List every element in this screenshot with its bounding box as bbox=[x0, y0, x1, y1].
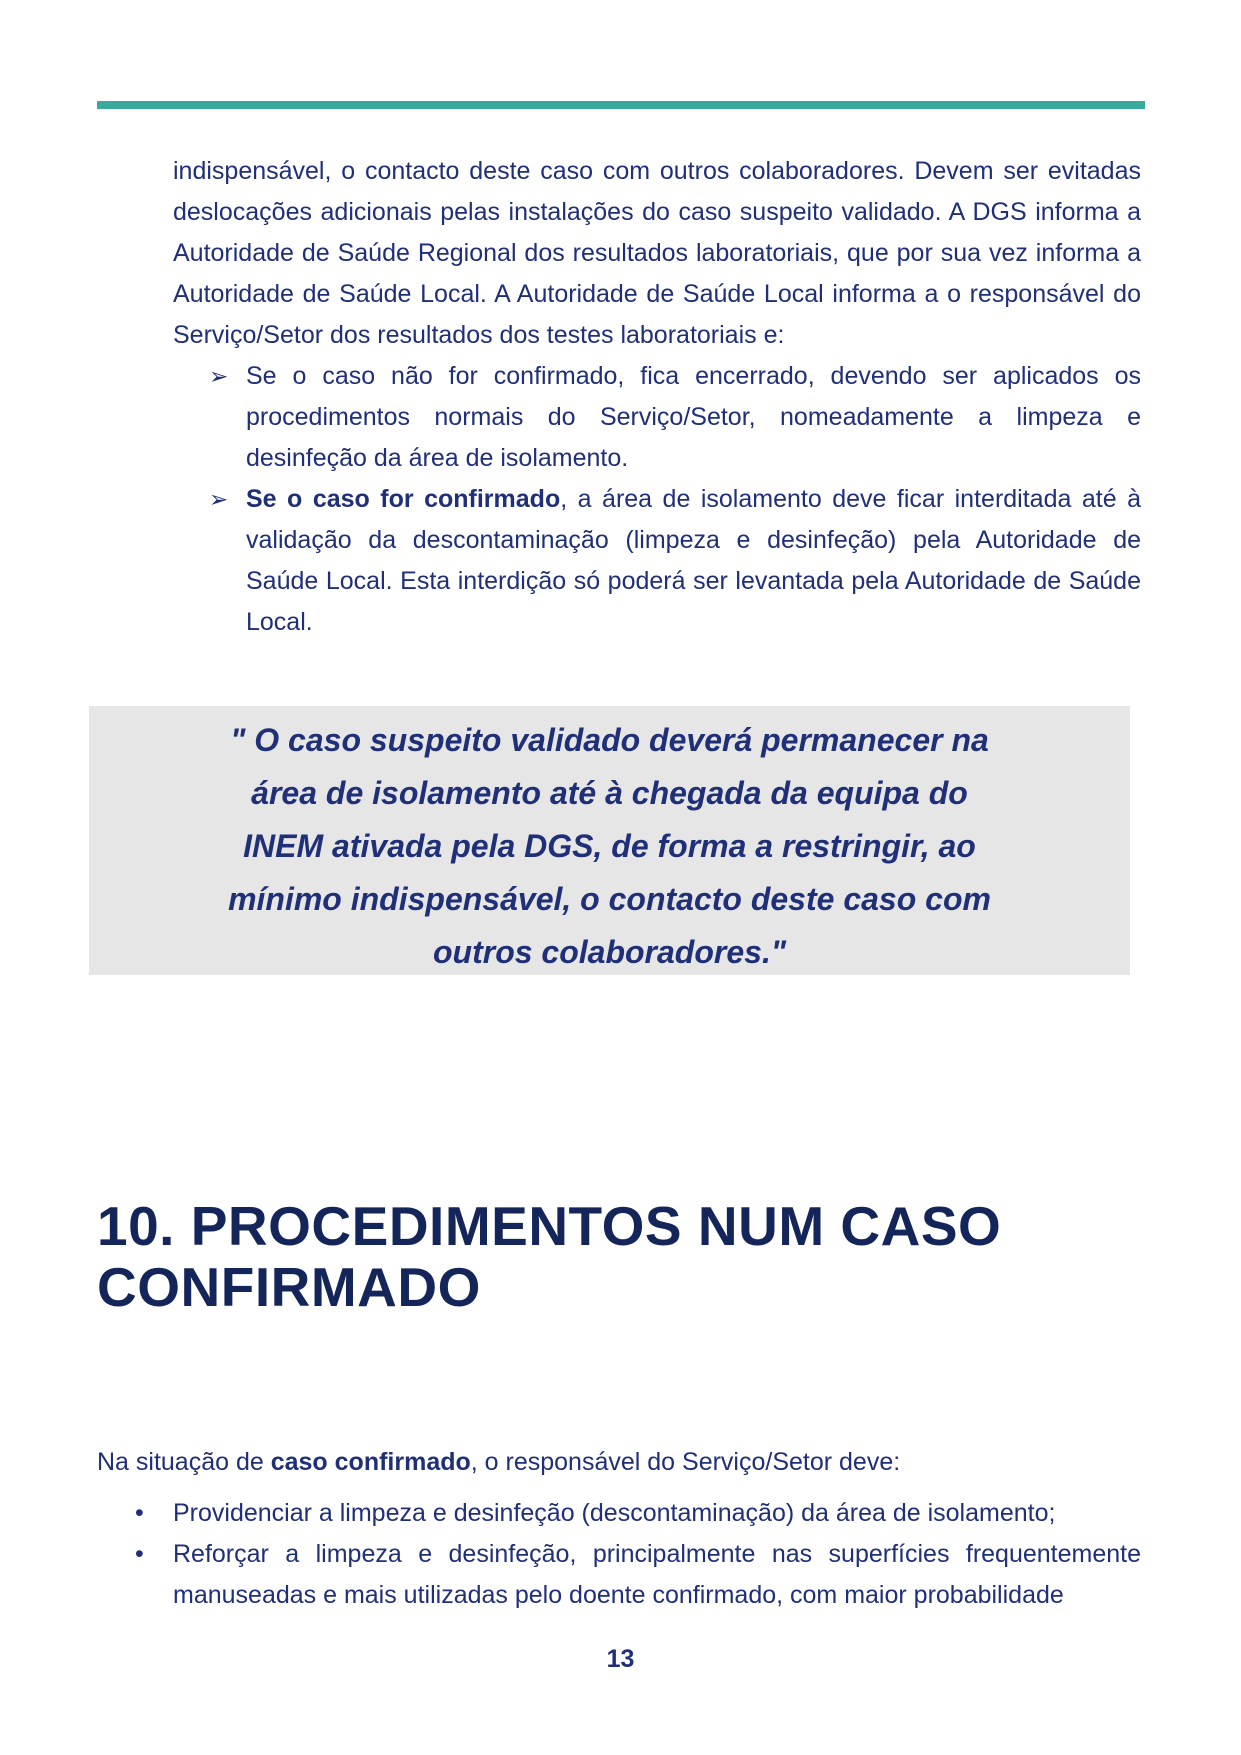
body-paragraph: indispensável, o contacto deste caso com outros colaboradores. Devem ser evitadas deslocações adicionais pelas instalações do caso suspeito validado. A DGS informa a Autoridade de Saúde Regional dos resultados laboratoriais, que por sua vez informa a Autoridade de Saúde Local. A Autoridade de Saúde Local informa a o responsável do Serviço/Setor dos resultados dos testes laboratoriais e: bbox=[173, 157, 1141, 349]
intro-bold: caso confirmado bbox=[270, 1448, 471, 1476]
arrow-item-text: Se o caso não for confirmado, fica encerrado, devendo ser aplicados os procedimentos normais do Serviço/Setor, nomeadamente a limpeza e desinfeção da área de isolamento. bbox=[246, 362, 1141, 472]
pull-quote-text: " O caso suspeito validado deverá permanecer na área de isolamento até à chegada da equipa do INEM ativada pela DGS, de forma a restringir, ao mínimo indispensável, o contacto deste caso com outros colaboradores." bbox=[228, 722, 991, 970]
bullet-list-item bbox=[97, 1534, 1141, 1616]
page-number: 13 bbox=[606, 1645, 635, 1673]
bullet-dot-icon: • bbox=[135, 1499, 144, 1527]
arrow-bullet-icon: ➢ bbox=[209, 363, 229, 389]
bullet-item-text: Reforçar a limpeza e desinfeção, principalmente nas superfícies frequentemente manuseadas e mais utilizadas pelo doente confirmado, com maior probabilidade bbox=[173, 1540, 1141, 1609]
pull-quote-box bbox=[89, 706, 1130, 975]
bullet-list-item bbox=[97, 1493, 1141, 1534]
arrow-bullet-icon: ➢ bbox=[209, 486, 229, 512]
intro-paragraph bbox=[97, 1442, 1141, 1483]
bullet-list bbox=[97, 1493, 1141, 1616]
header-accent-rule bbox=[97, 101, 1145, 109]
bullet-item-text: Providenciar a limpeza e desinfeção (descontaminação) da área de isolamento; bbox=[173, 1499, 1056, 1527]
arrow-list-item bbox=[173, 479, 1141, 643]
intro-suffix: , o responsável do Serviço/Setor deve: bbox=[470, 1448, 901, 1476]
arrow-item-text: , a área de isolamento deve ficar interditada até à validação da descontaminação (limpeza e desinfeção) pela Autoridade de Saúde Local. Esta interdição só poderá ser levantada pela Autoridade de Saúde Local. bbox=[246, 485, 1142, 636]
arrow-list-item bbox=[173, 356, 1141, 479]
bullet-dot-icon: • bbox=[135, 1540, 144, 1568]
section-heading: 10. PROCEDIMENTOS NUM CASO CONFIRMADO bbox=[97, 1195, 1002, 1318]
intro-prefix: Na situação de bbox=[97, 1448, 271, 1476]
arrow-item-bold: Se o caso for confirmado bbox=[246, 485, 561, 513]
arrow-list bbox=[173, 356, 1141, 643]
